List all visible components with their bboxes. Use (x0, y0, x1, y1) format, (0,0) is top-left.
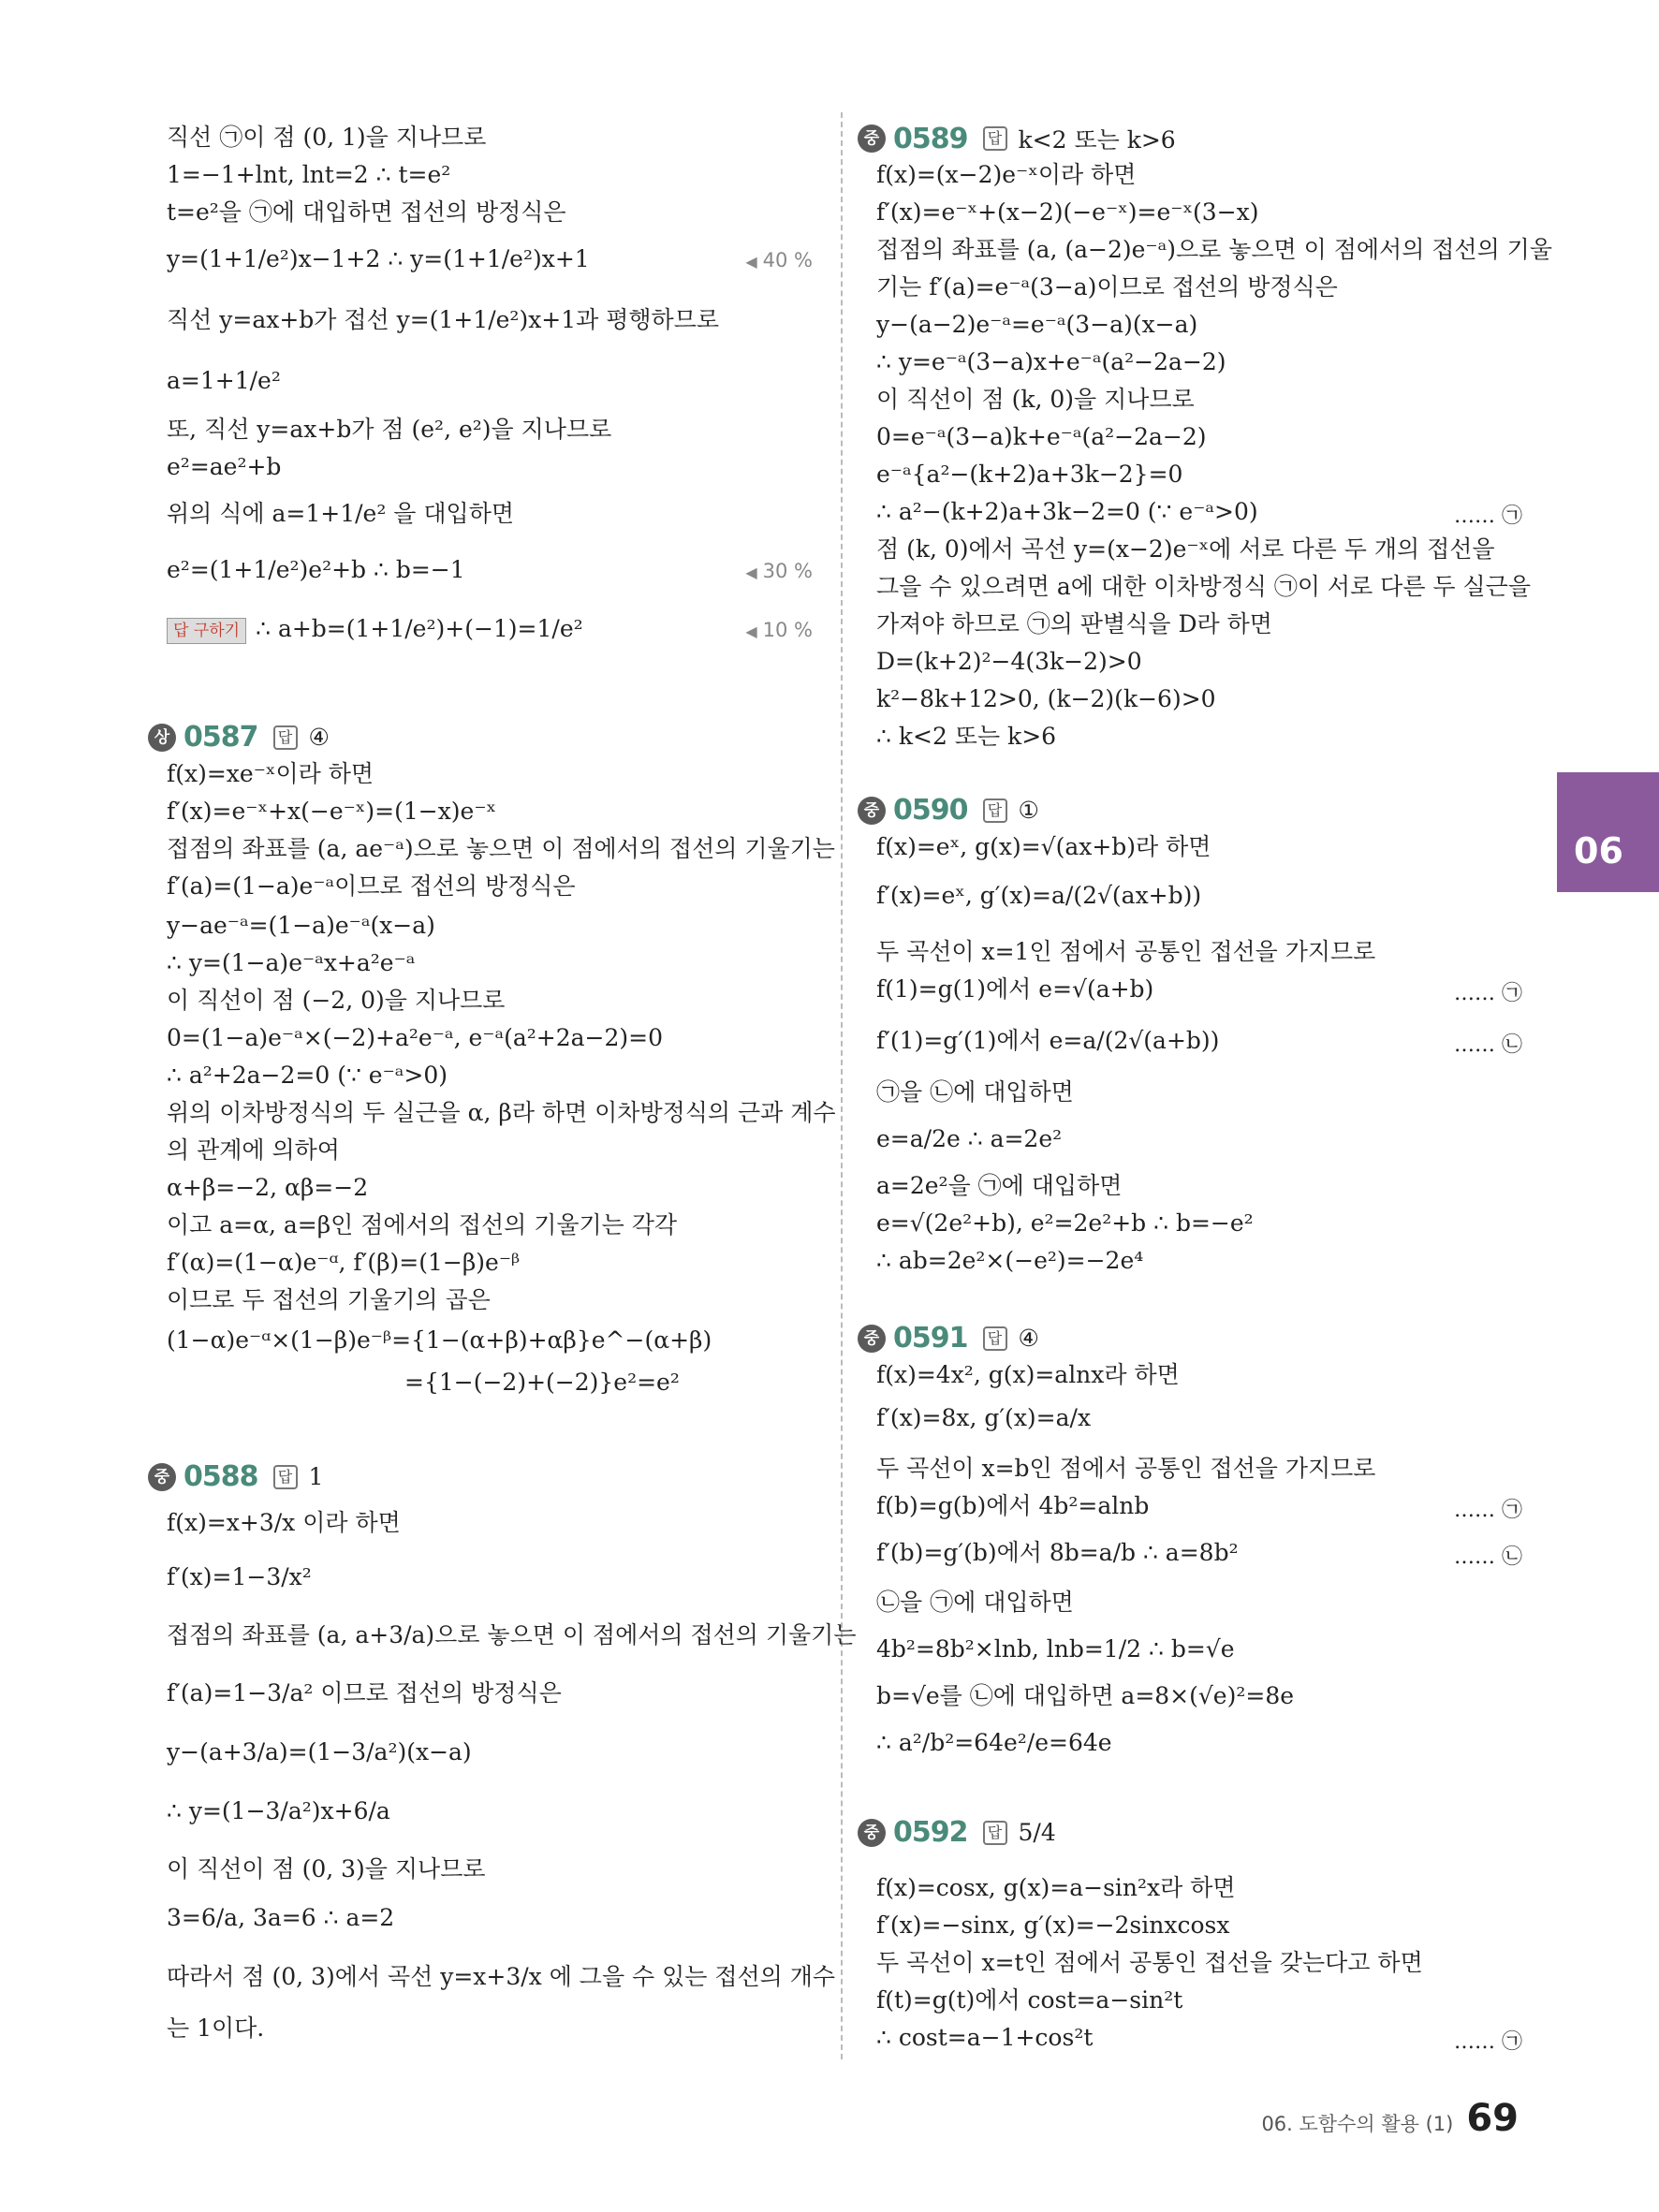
solution-line: ={1−(−2)+(−2)}e²=e² (404, 1369, 680, 1396)
answer-box-icon: 답 (273, 1465, 298, 1489)
solution-line: 접점의 좌표를 (a, ae⁻ᵃ)으로 놓으면 이 점에서의 접선의 기울기는 (167, 835, 835, 862)
solution-line: ㉡을 ㉠에 대입하면 (876, 1589, 1074, 1616)
solution-line: f′(a)=1−3/a² 이므로 접선의 방정식은 (167, 1679, 562, 1707)
equation-marker: …… ㉠ (1454, 1499, 1522, 1522)
answer-value: k<2 또는 k>6 (1018, 126, 1176, 154)
solution-line: f′(1)=g′(1)에서 e=a/(2√(a+b)) (876, 1027, 1220, 1054)
problem-header (858, 122, 1176, 155)
problem-header (858, 1322, 1039, 1355)
solution-line: f(x)=(x−2)e⁻ˣ이라 하면 (876, 161, 1137, 188)
solution-line: 점 (k, 0)에서 곡선 y=(x−2)e⁻ˣ에 서로 다른 두 개의 접선을 (876, 535, 1495, 563)
solution-line: 이 직선이 점 (0, 3)을 지나므로 (167, 1855, 486, 1882)
problem-number: 0592 (893, 1816, 968, 1849)
solution-line: e=√(2e²+b), e²=2e²+b ∴ b=−e² (876, 1209, 1254, 1237)
solution-line: e²=ae²+b (167, 453, 282, 480)
answer-value: 1 (308, 1463, 324, 1490)
score-percent: ◀ 30 % (745, 560, 813, 582)
problem-number: 0590 (893, 794, 968, 827)
solution-line: 0=(1−a)e⁻ᵃ×(−2)+a²e⁻ᵃ, e⁻ᵃ(a²+2a−2)=0 (167, 1024, 663, 1051)
solution-line: 이고 a=α, a=β인 점에서의 접선의 기울기는 각각 (167, 1211, 678, 1238)
page-number: 69 (1466, 2097, 1519, 2140)
equation-marker: …… ㉠ (1454, 2030, 1522, 2054)
problem-header (148, 1460, 323, 1493)
solution-line: ∴ a²−(k+2)a+3k−2=0 (∵ e⁻ᵃ>0) (876, 498, 1258, 525)
solution-line: ∴ y=e⁻ᵃ(3−a)x+e⁻ᵃ(a²−2a−2) (876, 348, 1226, 375)
solution-line: ∴ ab=2e²×(−e²)=−2e⁴ (876, 1247, 1144, 1274)
answer-box-icon: 답 (273, 725, 298, 750)
solution-line: a=1+1/e² (167, 367, 281, 394)
footer-chapter-title: 06. 도함수의 활용 (1) (1261, 2113, 1454, 2135)
page-footer (1261, 2097, 1519, 2140)
solution-line: f′(x)=e⁻ˣ+x(−e⁻ˣ)=(1−x)e⁻ˣ (167, 798, 497, 825)
solution-line: α+β=−2, αβ=−2 (167, 1174, 369, 1201)
equation-marker: …… ㉠ (1454, 982, 1522, 1005)
solution-line: f′(x)=1−3/x² (167, 1563, 312, 1590)
problem-number: 0591 (893, 1322, 968, 1355)
solution-line: y=(1+1/e²)x−1+2 ∴ y=(1+1/e²)x+1 (167, 245, 590, 272)
solution-line: e²=(1+1/e²)e²+b ∴ b=−1 (167, 556, 465, 583)
solution-line: 4b²=8b²×lnb, lnb=1/2 ∴ b=√e (876, 1635, 1235, 1663)
score-percent: ◀ 10 % (745, 619, 813, 641)
answer-value: 5/4 (1018, 1819, 1056, 1846)
solution-line: ∴ k<2 또는 k>6 (876, 723, 1057, 750)
problem-header (858, 794, 1039, 827)
triangle-left-icon: ◀ (745, 623, 757, 640)
problem-header (148, 721, 330, 754)
solution-line: f′(b)=g′(b)에서 8b=a/b ∴ a=8b² (876, 1539, 1239, 1566)
solution-line: 접점의 좌표를 (a, (a−2)e⁻ᵃ)으로 놓으면 이 점에서의 접선의 기울 (876, 236, 1552, 263)
triangle-left-icon: ◀ (745, 564, 757, 581)
solution-line: f(1)=g(1)에서 e=√(a+b) (876, 975, 1154, 1003)
solution-line: 3=6/a, 3a=6 ∴ a=2 (167, 1904, 395, 1931)
solution-line: 의 관계에 의하여 (167, 1136, 340, 1164)
solution-line: 따라서 점 (0, 3)에서 곡선 y=x+3/x 에 그을 수 있는 접선의 개수 (167, 1963, 836, 1990)
solution-line: 0=e⁻ᵃ(3−a)k+e⁻ᵃ(a²−2a−2) (876, 423, 1207, 450)
problem-number: 0588 (184, 1460, 258, 1493)
solution-line: f(x)=x+3/x 이라 하면 (167, 1509, 401, 1536)
problem-number: 0587 (184, 721, 258, 754)
answer-box-icon: 답 (983, 1326, 1007, 1351)
solution-line: 접점의 좌표를 (a, a+3/a)으로 놓으면 이 점에서의 접선의 기울기는 (167, 1621, 857, 1648)
answer-box-icon: 답 (983, 126, 1007, 151)
solution-line: e⁻ᵃ{a²−(k+2)a+3k−2}=0 (876, 461, 1183, 488)
chapter-tab: 06 (1557, 772, 1659, 892)
solution-line: (1−α)e⁻ᵅ×(1−β)e⁻ᵝ={1−(α+β)+αβ}e^−(α+β) (167, 1326, 712, 1354)
difficulty-badge: 중 (858, 797, 886, 825)
solution-line: 이 직선이 점 (k, 0)을 지나므로 (876, 386, 1195, 413)
triangle-left-icon: ◀ (745, 253, 757, 271)
solution-line: y−(a−2)e⁻ᵃ=e⁻ᵃ(3−a)(x−a) (876, 311, 1198, 338)
column-divider (841, 112, 843, 2059)
solution-line: 이 직선이 점 (−2, 0)을 지나므로 (167, 987, 506, 1014)
solution-line: 직선 ㉠이 점 (0, 1)을 지나므로 (167, 124, 487, 151)
solution-line: f(b)=g(b)에서 4b²=alnb (876, 1492, 1150, 1519)
difficulty-badge: 중 (858, 1819, 886, 1847)
solution-line: f′(x)=8x, g′(x)=a/x (876, 1404, 1092, 1431)
solution-line: 1=−1+lnt, lnt=2 ∴ t=e² (167, 161, 451, 188)
solution-line: f(t)=g(t)에서 cost=a−sin²t (876, 1986, 1183, 2014)
solution-line: 는 1이다. (167, 2014, 265, 2042)
solution-line: 그을 수 있으려면 a에 대한 이차방정식 ㉠이 서로 다른 두 실근을 (876, 573, 1531, 600)
solution-line: ∴ a²+2a−2=0 (∵ e⁻ᵃ>0) (167, 1062, 448, 1089)
solution-line: f(x)=xe⁻ˣ이라 하면 (167, 760, 374, 787)
solution-line: 위의 식에 a=1+1/e² 을 대입하면 (167, 500, 514, 527)
solution-line: D=(k+2)²−4(3k−2)>0 (876, 648, 1142, 675)
solution-line: 가져야 하므로 ㉠의 판별식을 D라 하면 (876, 610, 1272, 637)
solution-line: ㉠을 ㉡에 대입하면 (876, 1078, 1074, 1106)
solution-line: ∴ cost=a−1+cos²t (876, 2024, 1094, 2051)
solution-line: f′(x)=e⁻ˣ+(x−2)(−e⁻ˣ)=e⁻ˣ(3−x) (876, 198, 1259, 226)
difficulty-badge: 중 (858, 1325, 886, 1353)
answer-tag: 답 구하기 (167, 618, 246, 644)
solution-line: f′(x)=−sinx, g′(x)=−2sinxcosx (876, 1912, 1230, 1939)
solution-line: y−ae⁻ᵃ=(1−a)e⁻ᵃ(x−a) (167, 912, 435, 939)
solution-line: 직선 y=ax+b가 접선 y=(1+1/e²)x+1과 평행하므로 (167, 306, 719, 333)
problem-number: 0589 (893, 122, 968, 155)
answer-box-icon: 답 (983, 1821, 1007, 1845)
solution-line: ∴ a²/b²=64e²/e=64e (876, 1729, 1112, 1756)
answer-box-icon: 답 (983, 798, 1007, 823)
answer-value: ① (1018, 797, 1039, 824)
solution-line: 이므로 두 접선의 기울기의 곱은 (167, 1286, 491, 1313)
solution-line: 기는 f′(a)=e⁻ᵃ(3−a)이므로 접선의 방정식은 (876, 273, 1338, 300)
solution-line: 두 곡선이 x=b인 점에서 공통인 접선을 가지므로 (876, 1455, 1376, 1482)
solution-line: 위의 이차방정식의 두 실근을 α, β라 하면 이차방정식의 근과 계수 (167, 1099, 836, 1126)
solution-line: 두 곡선이 x=t인 점에서 공통인 접선을 갖는다고 하면 (876, 1949, 1423, 1976)
solution-line: e=a/2e ∴ a=2e² (876, 1125, 1063, 1152)
solution-line: ∴ y=(1−a)e⁻ᵃx+a²e⁻ᵃ (167, 949, 416, 976)
solution-line: a=2e²을 ㉠에 대입하면 (876, 1172, 1123, 1199)
solution-line: 두 곡선이 x=1인 점에서 공통인 접선을 가지므로 (876, 938, 1376, 965)
answer-value: ④ (1018, 1325, 1039, 1352)
solution-line: f(x)=cosx, g(x)=a−sin²x라 하면 (876, 1874, 1236, 1901)
equation-marker: …… ㉡ (1454, 1033, 1522, 1057)
difficulty-badge: 중 (858, 125, 886, 153)
solution-line: k²−8k+12>0, (k−2)(k−6)>0 (876, 685, 1216, 712)
score-percent: ◀ 40 % (745, 249, 813, 271)
difficulty-badge: 상 (148, 724, 176, 752)
difficulty-badge: 중 (148, 1463, 176, 1491)
solution-line: f(x)=4x², g(x)=alnx라 하면 (876, 1361, 1180, 1388)
solution-line: f′(a)=(1−a)e⁻ᵃ이므로 접선의 방정식은 (167, 872, 576, 900)
answer-value: ④ (308, 724, 330, 751)
solution-line: f′(x)=eˣ, g′(x)=a/(2√(ax+b)) (876, 882, 1202, 909)
equation-marker: …… ㉡ (1454, 1545, 1522, 1569)
solution-line: b=√e를 ㉡에 대입하면 a=8×(√e)²=8e (876, 1682, 1295, 1709)
equation-marker: …… ㉠ (1454, 505, 1522, 528)
problem-header (858, 1816, 1056, 1849)
solution-line: f′(α)=(1−α)e⁻ᵅ, f′(β)=(1−β)e⁻ᵝ (167, 1249, 521, 1276)
solution-line: 또, 직선 y=ax+b가 점 (e², e²)을 지나므로 (167, 416, 612, 443)
solution-line: y−(a+3/a)=(1−3/a²)(x−a) (167, 1738, 472, 1765)
solution-line: 답 구하기 ∴ a+b=(1+1/e²)+(−1)=1/e² (167, 613, 583, 645)
solution-line: t=e²을 ㉠에 대입하면 접선의 방정식은 (167, 198, 566, 226)
solution-line: ∴ y=(1−3/a²)x+6/a (167, 1797, 390, 1824)
solution-line: f(x)=eˣ, g(x)=√(ax+b)라 하면 (876, 833, 1211, 860)
